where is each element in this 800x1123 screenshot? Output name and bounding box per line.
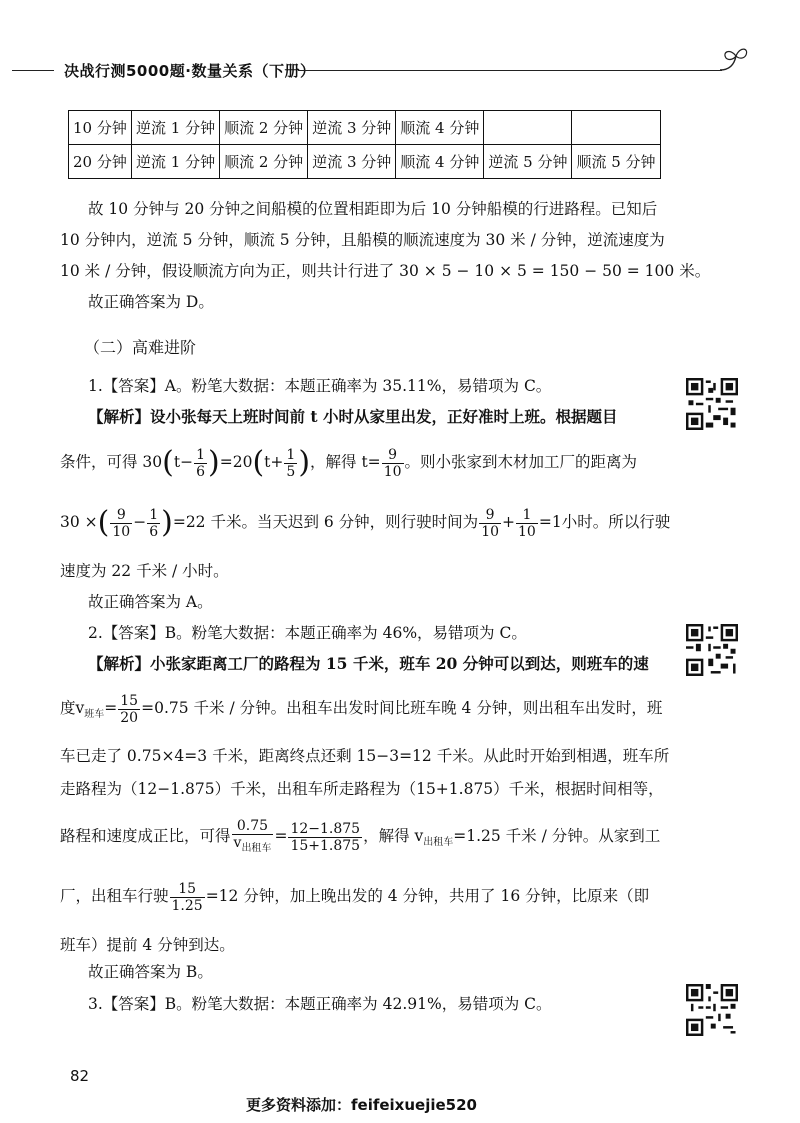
table-cell: 逆流 5 分钟 — [484, 145, 572, 179]
table-row — [69, 145, 661, 179]
footer-note: 更多资料添加：feifeixuejie520 — [246, 1096, 477, 1114]
numerator: 9 — [116, 506, 126, 523]
text-span: ，解得 v — [363, 827, 424, 845]
table-cell: 顺流 2 分钟 — [220, 111, 308, 145]
text-span: − — [133, 513, 147, 531]
text-span: =0.75 千米 / 分钟。出租车出发时间比班车晚 4 分钟，则出租车出发时，班 — [141, 699, 663, 717]
header-rule-left — [12, 70, 54, 71]
subscript: 出租车 — [241, 842, 272, 854]
table-cell: 顺流 4 分钟 — [396, 145, 484, 179]
text-span: =1小时。所以行驶 — [538, 513, 671, 531]
denominator — [232, 834, 274, 857]
numerator: 9 — [485, 506, 495, 523]
q1-answer-text: 1.【答案】A。粉笔大数据：本题正确率为 35.11%，易错项为 C。 — [88, 377, 552, 395]
table-cell: 逆流 3 分钟 — [308, 111, 396, 145]
numerator: 1 — [196, 446, 206, 463]
denominator: 10 — [518, 523, 536, 540]
denominator: 10 — [112, 523, 131, 540]
q1-analysis-line-1 — [88, 407, 617, 427]
denominator: 5 — [286, 463, 296, 480]
fraction — [170, 881, 205, 914]
text-span: 厂，出租车行驶 — [60, 887, 169, 905]
page-header-title: 决战行测5000题·数量关系（下册） — [64, 62, 316, 80]
numerator: 15 — [178, 880, 197, 897]
table-row — [69, 111, 661, 145]
qr-code-icon — [686, 984, 738, 1036]
numerator: 15 — [120, 692, 139, 709]
fraction — [194, 447, 207, 480]
denominator: 6 — [149, 523, 159, 540]
left-paren: ( — [162, 445, 174, 480]
q2-analysis-text: 【解析】小张家距离工厂的路程为 15 千米，班车 20 分钟可以到达，则班车的速 — [88, 654, 649, 673]
subscript: 出租车 — [423, 837, 454, 849]
q1-analysis-line-2 — [60, 444, 637, 481]
table-cell: 顺流 2 分钟 — [220, 145, 308, 179]
left-paren: ( — [97, 505, 110, 540]
numerator: 12−1.875 — [290, 820, 361, 837]
table-cell — [572, 111, 660, 145]
text-span: =22 千米。当天迟到 6 分钟，则行驶时间为 — [172, 513, 479, 531]
q2-analysis-line-1 — [88, 654, 649, 674]
qr-code-icon — [686, 624, 738, 676]
q2-conclusion: 故正确答案为 B。 — [88, 963, 213, 981]
q2-analysis-line-7: 班车）提前 4 分钟到达。 — [60, 936, 235, 954]
q1-analysis-line-3 — [60, 504, 670, 541]
fraction — [516, 507, 538, 540]
text-span: = — [274, 827, 288, 845]
table-cell: 20 分钟 — [69, 145, 132, 179]
text-span: 。则小张家到木材加工厂的距离为 — [404, 453, 638, 471]
denominator: 10 — [481, 523, 500, 540]
denominator: 20 — [120, 709, 139, 726]
denominator: 15+1.875 — [290, 837, 361, 854]
right-paren: ) — [208, 445, 220, 480]
table-cell: 逆流 3 分钟 — [308, 145, 396, 179]
text-span: 30 × — [60, 513, 98, 531]
fraction — [118, 693, 140, 726]
text-span: =12 分钟，加上晚出发的 4 分钟，共用了 16 分钟，比原来（即 — [205, 887, 650, 905]
numerator: 9 — [388, 446, 398, 463]
header-rule-right — [298, 70, 722, 71]
text-span: ，解得 t= — [310, 453, 381, 471]
qr-code-icon — [686, 378, 738, 430]
q3-answer-line: 3.【答案】B。粉笔大数据：本题正确率为 42.91%，易错项为 C。 — [88, 995, 552, 1013]
q2-analysis-line-6 — [60, 876, 649, 916]
intro-conclusion: 故正确答案为 D。 — [88, 293, 214, 311]
text-span: =20 — [219, 453, 253, 471]
fraction — [382, 447, 404, 480]
text-span: 条件，可得 30 — [60, 453, 163, 471]
text-span: + — [502, 513, 516, 531]
numerator: 1 — [286, 446, 296, 463]
leaf-icon — [716, 44, 752, 78]
intro-line-2: 10 分钟内，逆流 5 分钟，顺流 5 分钟，且船模的顺流速度为 30 米 / 分钟，逆流速度为 — [60, 231, 665, 249]
q2-analysis-line-2 — [60, 690, 662, 733]
text-span: = — [104, 699, 118, 717]
fraction — [232, 818, 274, 857]
fraction — [147, 507, 160, 540]
intro-line-3: 10 米 / 分钟，假设顺流方向为正，则共计行进了 30 × 5 − 10 × 5 = 150 − 50 = 100 米。 — [60, 262, 711, 280]
table-cell — [484, 111, 572, 145]
q1-analysis-line-4: 速度为 22 千米 / 小时。 — [60, 562, 229, 580]
flow-table — [68, 110, 661, 179]
q2-answer-line: 2.【答案】B。粉笔大数据：本题正确率为 46%，易错项为 C。 — [88, 624, 527, 642]
text-span: t− — [173, 453, 194, 471]
fraction — [288, 821, 362, 854]
table-cell: 逆流 1 分钟 — [132, 145, 220, 179]
numerator: 1 — [149, 506, 159, 523]
right-paren: ) — [298, 445, 311, 480]
numerator: 0.75 — [236, 817, 269, 834]
text-span: v — [233, 834, 242, 851]
subscript: 班车 — [84, 709, 105, 721]
fraction — [479, 507, 501, 540]
q2-analysis-line-5 — [60, 816, 660, 863]
intro-line-1: 故 10 分钟与 20 分钟之间船模的位置相距即为后 10 分钟船模的行进路程。已知后 — [88, 200, 658, 218]
denominator: 6 — [196, 463, 206, 480]
table-cell: 顺流 4 分钟 — [396, 111, 484, 145]
left-paren: ( — [252, 445, 265, 480]
section-heading: （二）高难进阶 — [84, 338, 197, 357]
denominator: 1.25 — [171, 897, 203, 914]
denominator: 10 — [383, 463, 402, 480]
table-cell: 逆流 1 分钟 — [132, 111, 220, 145]
q1-answer-line — [88, 376, 551, 396]
q1-conclusion: 故正确答案为 A。 — [88, 593, 213, 611]
text-span: 度v — [60, 699, 85, 717]
text-span: 路程和速度成正比，可得 — [60, 827, 231, 845]
right-paren: ) — [161, 505, 173, 540]
q2-analysis-line-3: 车已走了 0.75×4=3 千米，距离终点还剩 15−3=12 千米。从此时开始到相遇，班车所 — [60, 747, 670, 765]
q1-analysis-text: 【解析】设小张每天上班时间前 t 小时从家里出发，正好准时上班。根据题目 — [88, 407, 618, 426]
text-span: t+ — [264, 453, 284, 471]
text-span: =1.25 千米 / 分钟。从家到工 — [453, 827, 661, 845]
fraction — [284, 447, 297, 480]
table-cell: 10 分钟 — [69, 111, 132, 145]
table-cell: 顺流 5 分钟 — [572, 145, 660, 179]
numerator: 1 — [522, 506, 532, 523]
fraction — [110, 507, 132, 540]
page-number: 82 — [70, 1067, 90, 1085]
q2-analysis-line-4: 走路程为（12−1.875）千米，出租车所走路程为（15+1.875）千米，根据时间相等， — [60, 780, 664, 798]
